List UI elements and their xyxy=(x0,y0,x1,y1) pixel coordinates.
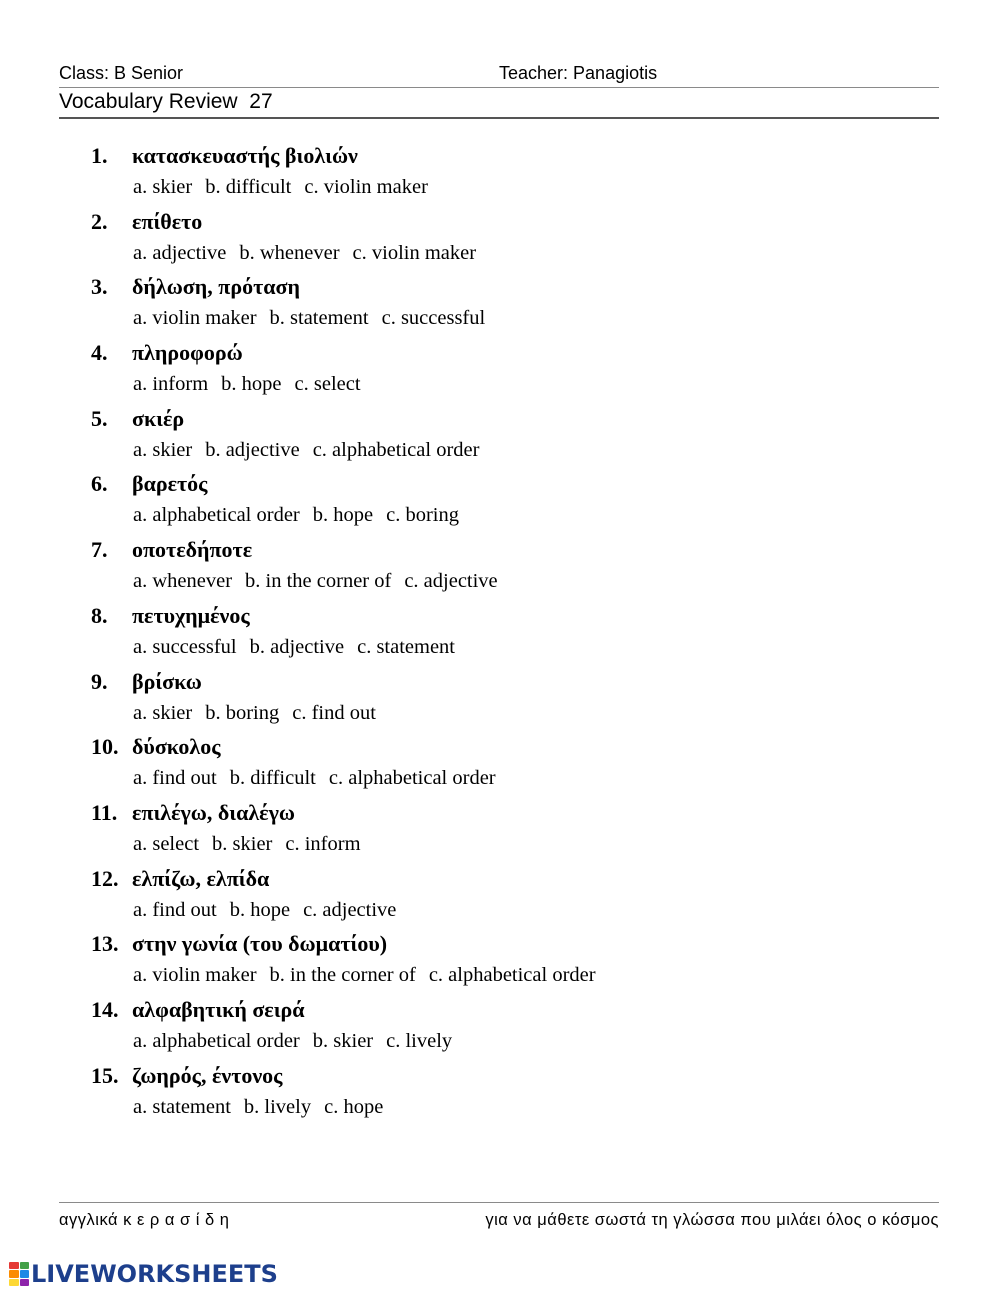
question-term: δύσκολος xyxy=(132,734,221,760)
question-item xyxy=(0,1061,1000,1127)
answer-options xyxy=(133,767,509,790)
question-number: 5. xyxy=(91,405,108,431)
answer-options xyxy=(133,176,441,199)
question-number: 1. xyxy=(91,143,108,168)
answer-option[interactable]: a. inform xyxy=(133,373,209,396)
answer-options xyxy=(133,1096,396,1119)
answer-option[interactable]: b. difficult xyxy=(229,767,316,790)
question-item xyxy=(0,207,1000,273)
class-label: Class: B Senior xyxy=(59,63,184,83)
question-item xyxy=(0,404,1000,470)
answer-option[interactable]: a. violin maker xyxy=(133,307,257,330)
question-number: 10. xyxy=(91,734,119,760)
answer-option[interactable]: c. successful xyxy=(381,307,486,330)
title-row xyxy=(59,88,939,119)
answer-options xyxy=(133,307,498,330)
answer-option[interactable]: a. statement xyxy=(133,1095,231,1118)
answer-option[interactable]: c. adjective xyxy=(404,570,498,593)
liveworksheets-brand[interactable] xyxy=(9,1260,278,1288)
question-term: πετυχημένος xyxy=(132,602,250,628)
answer-option[interactable]: b. hope xyxy=(312,504,374,527)
question-list xyxy=(0,141,1000,1126)
question-number: 6. xyxy=(91,471,108,497)
question-term: βρίσκω xyxy=(132,668,202,694)
answer-option[interactable]: c. boring xyxy=(386,504,459,527)
question-item xyxy=(0,141,1000,207)
answer-option[interactable]: b. boring xyxy=(205,701,280,724)
answer-option[interactable]: c. violin maker xyxy=(304,176,428,198)
answer-option[interactable]: a. alphabetical order xyxy=(133,1029,300,1052)
question-number: 2. xyxy=(91,208,108,234)
question-item xyxy=(0,272,1000,338)
answer-option[interactable]: c. find out xyxy=(292,701,376,724)
answer-option[interactable]: b. whenever xyxy=(239,241,340,264)
question-item xyxy=(0,732,1000,798)
question-term: αλφαβητική σειρά xyxy=(132,996,305,1022)
question-term: ελπίζω, ελπίδα xyxy=(132,865,270,891)
answer-option[interactable]: b. in the corner of xyxy=(245,570,392,593)
question-term: σκιέρ xyxy=(132,405,185,431)
footer-right-text: για να μάθετε σωστά τη γλώσσα που μιλάει όλος ο κόσμος xyxy=(485,1211,939,1229)
question-number: 9. xyxy=(91,668,108,694)
question-term: ζωηρός, έντονος xyxy=(132,1062,283,1088)
answer-option[interactable]: c. alphabetical order xyxy=(312,438,480,461)
question-item xyxy=(0,798,1000,864)
question-item xyxy=(0,535,1000,601)
question-number: 11. xyxy=(91,799,118,825)
logo-square xyxy=(9,1279,19,1286)
answer-options xyxy=(133,964,609,987)
question-item xyxy=(0,995,1000,1061)
logo-square xyxy=(9,1270,19,1277)
answer-option[interactable]: a. select xyxy=(133,832,200,855)
answer-option[interactable]: b. adjective xyxy=(205,438,300,461)
answer-option[interactable]: b. skier xyxy=(212,832,273,855)
answer-options xyxy=(133,504,472,527)
answer-option[interactable]: c. hope xyxy=(324,1095,384,1118)
answer-option[interactable]: b. lively xyxy=(243,1095,312,1118)
answer-option[interactable]: c. inform xyxy=(285,832,361,855)
worksheet-footer xyxy=(59,1202,939,1233)
worksheet-title: Vocabulary Review 27 xyxy=(59,90,273,113)
answer-options xyxy=(133,899,409,922)
answer-options xyxy=(133,702,389,725)
answer-option[interactable]: a. whenever xyxy=(133,570,233,593)
answer-option[interactable]: c. statement xyxy=(357,635,455,658)
question-item xyxy=(0,338,1000,404)
answer-option[interactable]: a. violin maker xyxy=(133,964,257,987)
question-term: επιλέγω, διαλέγω xyxy=(132,799,295,825)
liveworksheets-logo-icon xyxy=(9,1262,29,1286)
question-item xyxy=(0,864,1000,930)
question-item xyxy=(0,667,1000,733)
question-number: 14. xyxy=(91,996,119,1022)
answer-option[interactable]: c. alphabetical order xyxy=(428,964,596,987)
question-term: πληροφορώ xyxy=(132,340,243,366)
question-item xyxy=(0,929,1000,995)
answer-option[interactable]: c. violin maker xyxy=(352,241,477,264)
question-number: 7. xyxy=(91,537,108,563)
answer-option[interactable]: b. difficult xyxy=(205,176,292,198)
answer-option[interactable]: a. adjective xyxy=(133,241,227,264)
answer-option[interactable]: a. find out xyxy=(133,898,217,921)
logo-square xyxy=(20,1270,30,1277)
answer-option[interactable]: b. hope xyxy=(221,373,282,396)
question-term: βαρετός xyxy=(132,471,208,497)
answer-options xyxy=(133,373,374,396)
teacher-label: Teacher: Panagiotis xyxy=(499,63,658,83)
answer-option[interactable]: a. skier xyxy=(133,438,193,461)
answer-options xyxy=(133,636,468,659)
answer-option[interactable]: a. alphabetical order xyxy=(133,504,300,527)
question-item xyxy=(0,469,1000,535)
question-item xyxy=(0,601,1000,667)
answer-option[interactable]: a. skier xyxy=(133,176,193,198)
logo-square xyxy=(20,1279,30,1286)
question-number: 12. xyxy=(91,865,119,891)
answer-options xyxy=(133,833,374,856)
question-number: 3. xyxy=(91,274,108,300)
question-number: 13. xyxy=(91,931,119,957)
answer-option[interactable]: b. adjective xyxy=(249,635,345,658)
answer-option[interactable]: b. skier xyxy=(312,1029,374,1052)
answer-option[interactable]: c. lively xyxy=(386,1029,453,1052)
answer-option[interactable]: b. in the corner of xyxy=(269,964,416,987)
question-term: δήλωση, πρόταση xyxy=(132,274,300,300)
footer-left-text: αγγλικά κ ε ρ α σ ί δ η xyxy=(59,1211,230,1229)
brand-name: LIVEWORKSHEETS xyxy=(31,1260,278,1288)
answer-option[interactable]: b. hope xyxy=(229,898,291,921)
question-term: στην γωνία (του δωματίου) xyxy=(132,931,388,957)
answer-options xyxy=(133,1030,465,1053)
worksheet-header xyxy=(59,61,939,88)
answer-options xyxy=(133,439,492,462)
answer-option[interactable]: a. successful xyxy=(133,635,237,658)
answer-option[interactable]: b. statement xyxy=(269,307,369,330)
answer-option[interactable]: c. alphabetical order xyxy=(328,767,496,790)
logo-square xyxy=(9,1262,19,1269)
question-term: οποτεδήποτε xyxy=(132,537,253,563)
answer-option[interactable]: c. select xyxy=(294,373,361,396)
answer-options xyxy=(133,570,511,593)
question-term: κατασκευαστής βιολιών xyxy=(132,143,358,168)
answer-options xyxy=(133,242,489,265)
answer-option[interactable]: a. find out xyxy=(133,767,217,790)
question-term: επίθετο xyxy=(132,208,203,234)
question-number: 4. xyxy=(91,340,108,366)
question-number: 8. xyxy=(91,602,108,628)
question-number: 15. xyxy=(91,1062,119,1088)
answer-option[interactable]: c. adjective xyxy=(303,898,397,921)
answer-option[interactable]: a. skier xyxy=(133,701,193,724)
logo-square xyxy=(20,1262,30,1269)
